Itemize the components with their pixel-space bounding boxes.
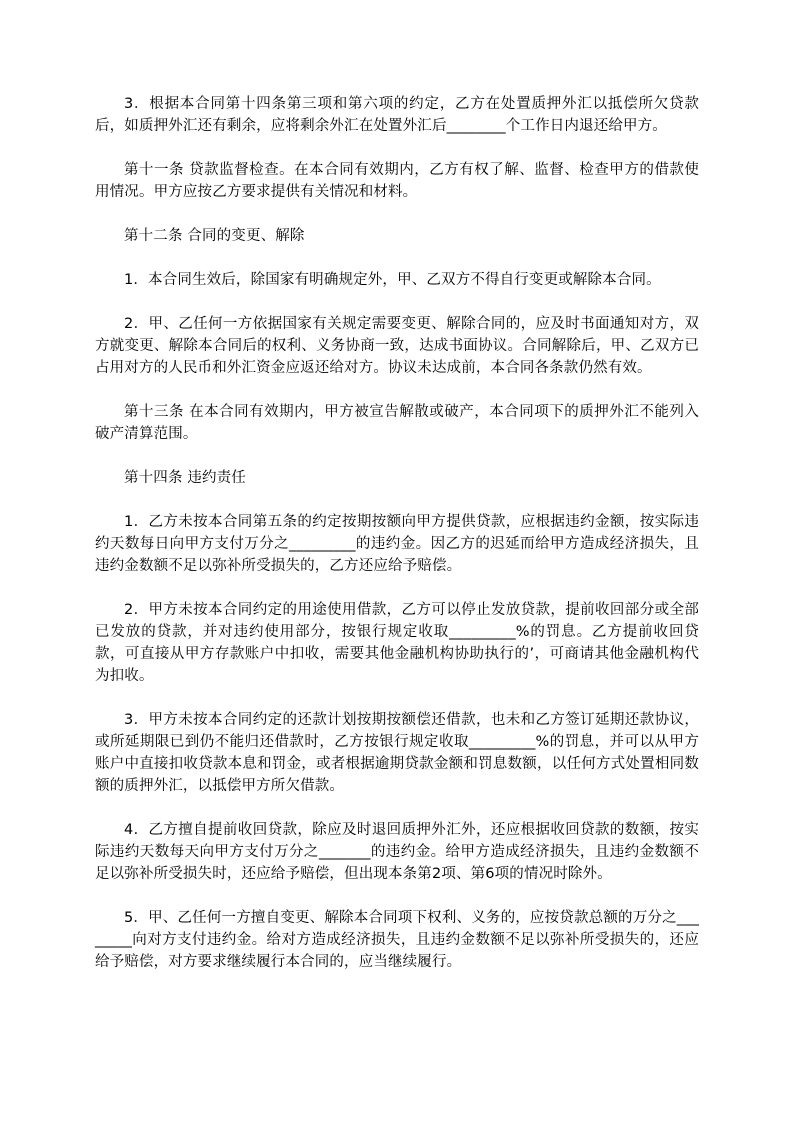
paragraph-article-13-bankruptcy: 第十三条 在本合同有效期内，甲方被宣告解散或破产，本合同项下的质押外汇不能列入破产清算范围。 xyxy=(95,404,699,442)
paragraph-article-12-item-1: 1．本合同生效后，除国家有明确规定外，甲、乙双方不得自行变更或解除本合同。 xyxy=(124,272,661,288)
paragraph-article-14-item-1: 1．乙方未按本合同第五条的约定按期按额向甲方提供贷款，应根据违约金额，按实际违约天数每日向甲方支付万分之_________的违约金。因乙方的迟延而给甲方造成经济损失，且违约金数额不足以弥补所受损失的，乙方还应给予赔偿。 xyxy=(95,514,699,574)
paragraph-article-12-item-2: 2．甲、乙任何一方依据国家有关规定需要变更、解除合同的，应及时书面通知对方，双方就变更、解除本合同后的权利、义务协商一致，达成书面协议。合同解除后，甲、乙双方已占用对方的人民币和外汇资金应返还给对方。协议未达成前，本合同各条款仍然有效。 xyxy=(95,316,699,376)
paragraph-article-14-item-3: 3．甲方未按本合同约定的还款计划按期按额偿还借款，也未和乙方签订延期还款协议，或所延期限已到仍不能归还借款时，乙方按银行规定收取_________%的罚息，并可以从甲方账户中直接扣收贷款本息和罚金，或者根据逾期贷款金额和罚息数额，以任何方式处置相同数额的质押外汇，以抵偿甲方所欠借款。 xyxy=(95,712,699,794)
document-body xyxy=(95,93,699,995)
paragraph-article-14-item-2: 2．甲方未按本合同约定的用途使用借款，乙方可以停止发放贷款，提前收回部分或全部已发放的贷款，并对违约使用部分，按银行规定收取_________%的罚息。乙方提前收回贷款，可直接从甲方存款账户中扣收，需要其他金融机构协助执行的’，可商请其他金融机构代为扣收。 xyxy=(95,602,699,684)
paragraph-article-14-item-4: 4．乙方擅自提前收回贷款，除应及时退回质押外汇外，还应根据收回贷款的数额，按实际违约天数每天向甲方支付万分之_______的违约金。给甲方造成经济损失，且违约金数额不足以弥补所受损失时，还应给予赔偿，但出现本条第2项、第6项的情况时除外。 xyxy=(95,822,699,882)
heading-article-12-contract-change: 第十二条 合同的变更、解除 xyxy=(124,228,305,244)
paragraph-article-11-loan-supervision: 第十一条 贷款监督检查。在本合同有效期内，乙方有权了解、监督、检查甲方的借款使用情况。甲方应按乙方要求提供有关情况和材料。 xyxy=(95,162,699,200)
heading-article-14-liability: 第十四条 违约责任 xyxy=(124,470,246,486)
paragraph-clause-3-residual-foreign-exchange: 3．根据本合同第十四条第三项和第六项的约定，乙方在处置质押外汇以抵偿所欠贷款后，如质押外汇还有剩余，应将剩余外汇在处置外汇后________个工作日内退还给甲方。 xyxy=(95,96,699,134)
paragraph-article-14-item-5: 5．甲、乙任何一方擅自变更、解除本合同项下权利、义务的，应按贷款总额的万分之________向对方支付违约金。给对方造成经济损失，且违约金数额不足以弥补所受损失的，还应给予赔偿，对方要求继续履行本合同的，应当继续履行。 xyxy=(95,910,699,970)
